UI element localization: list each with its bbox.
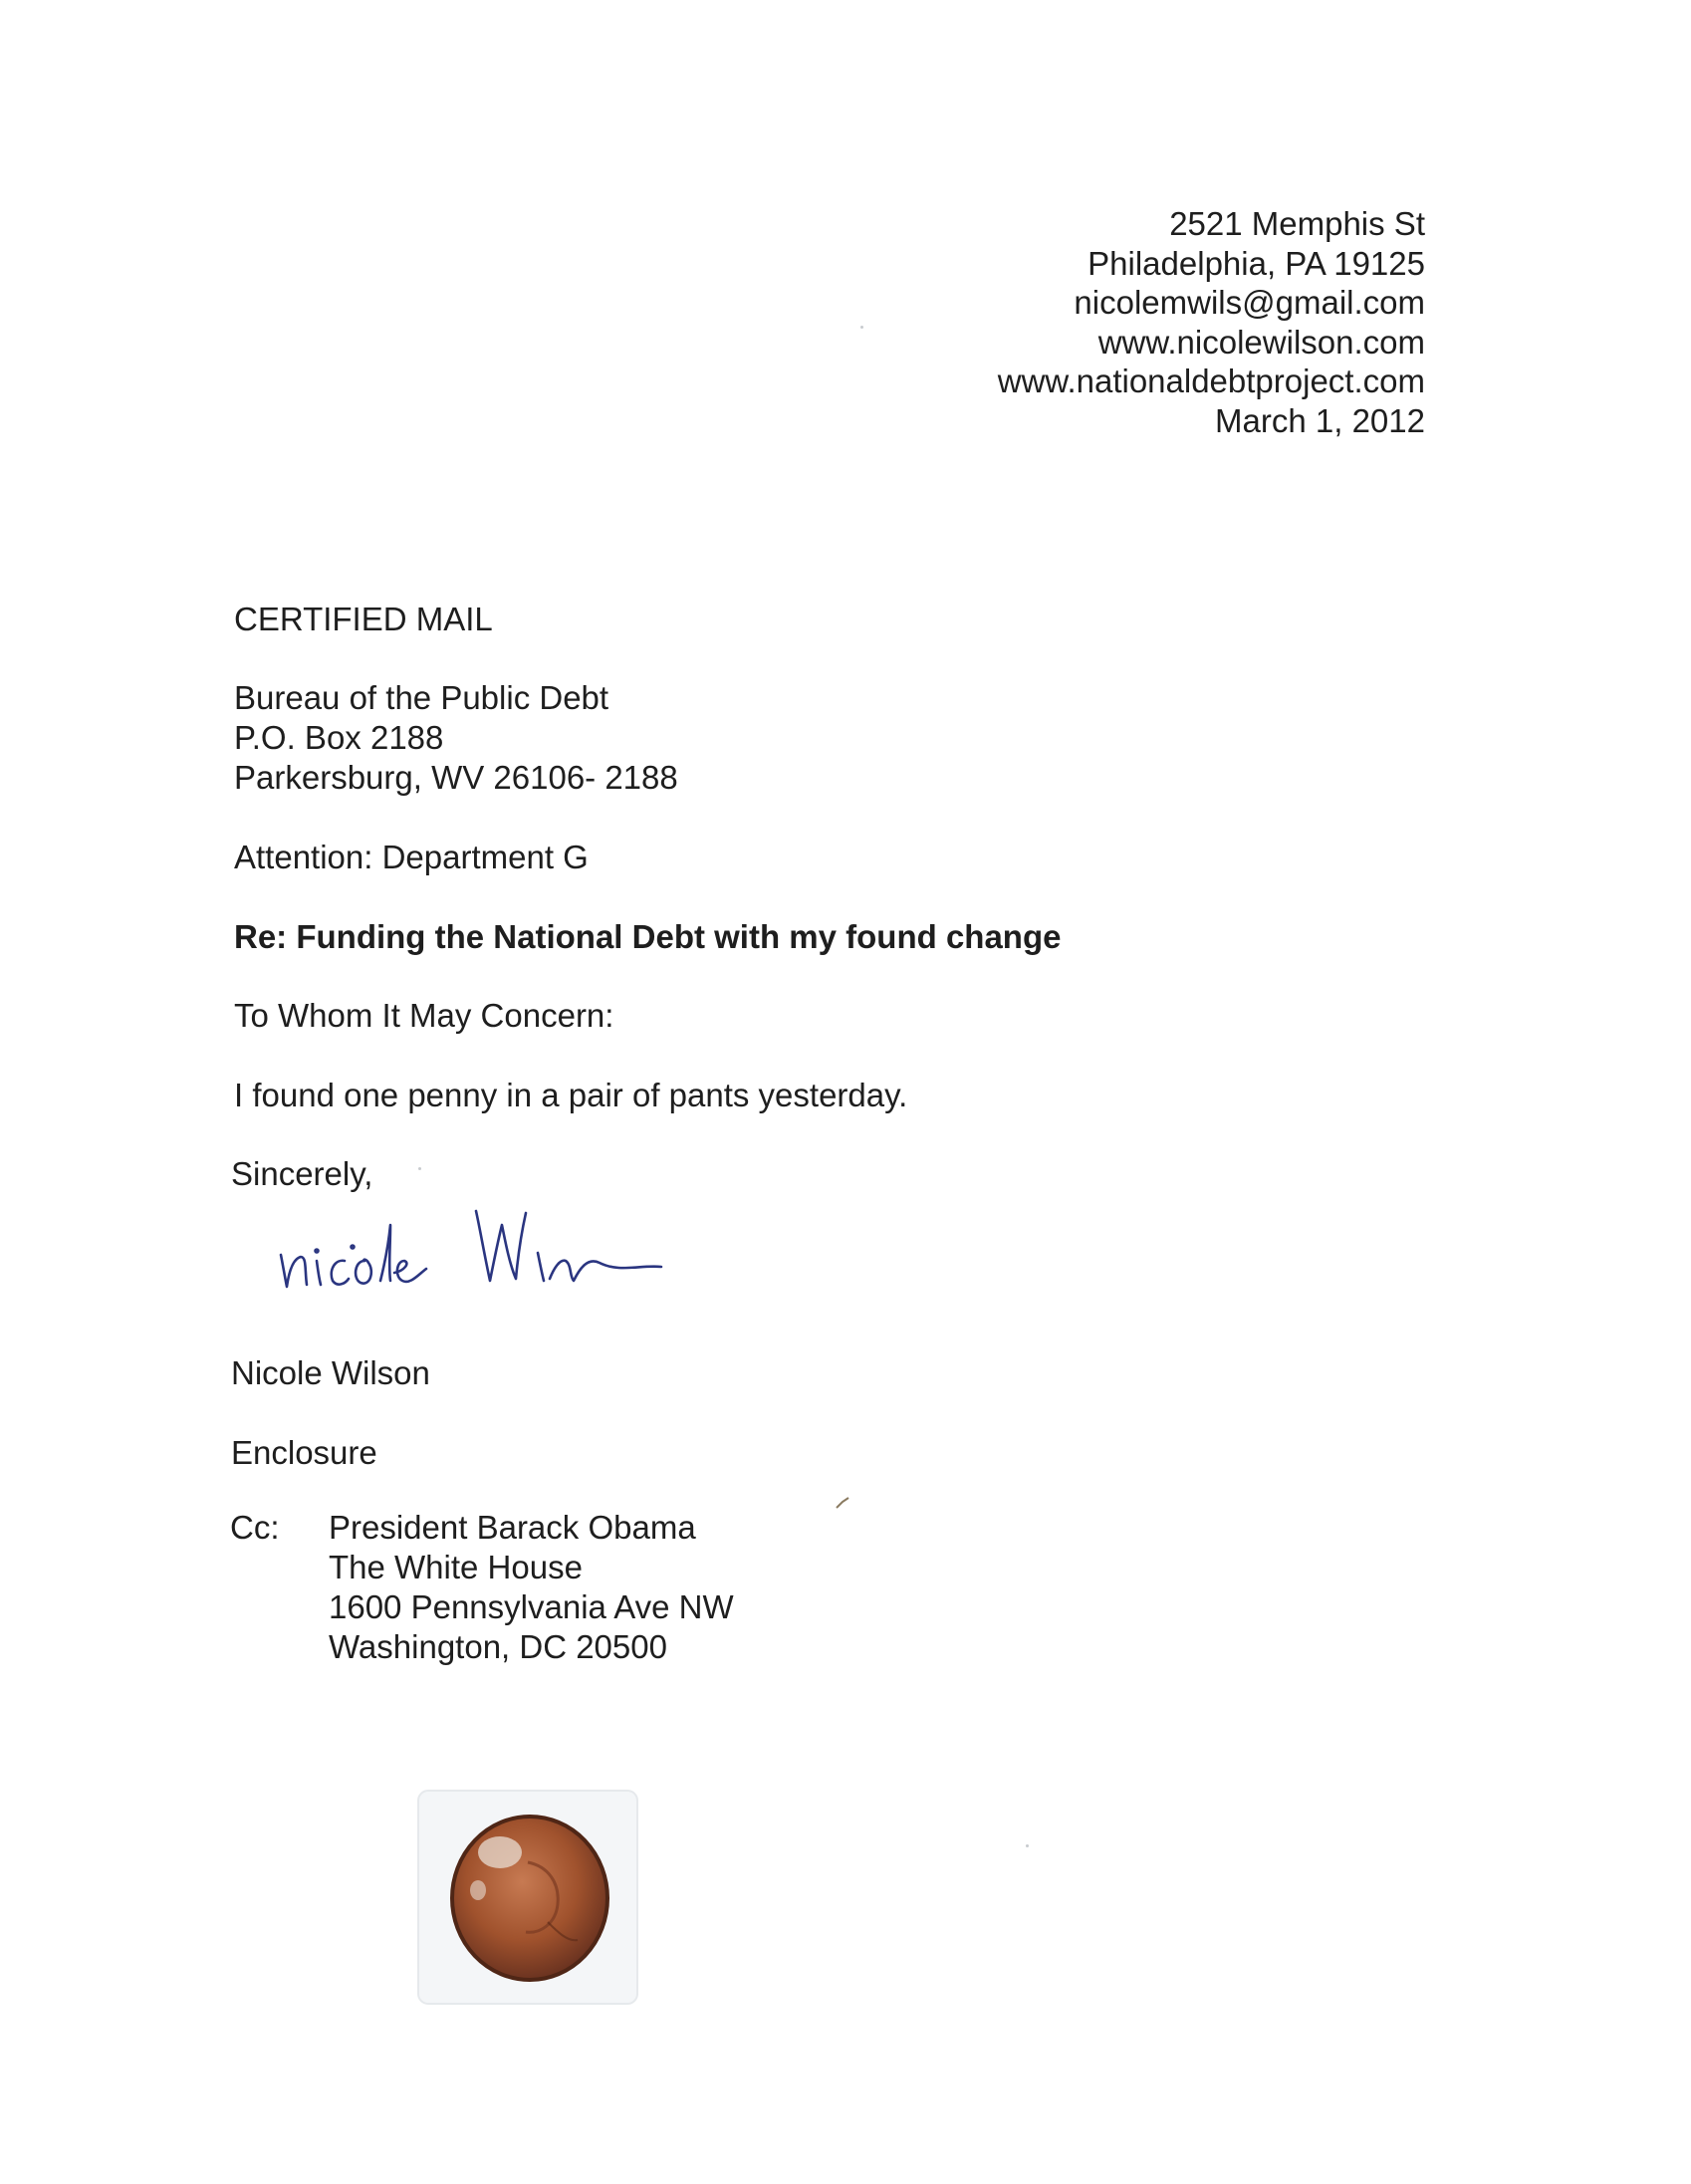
signer-name: Nicole Wilson xyxy=(231,1354,430,1391)
cc-label: Cc: xyxy=(230,1509,280,1546)
letter-body: I found one penny in a pair of pants yesterday. xyxy=(234,1077,908,1113)
cc-line-2: The White House xyxy=(329,1549,583,1585)
enclosure-note: Enclosure xyxy=(231,1434,377,1471)
scan-speck xyxy=(1026,1844,1029,1847)
subject-line: Re: Funding the National Debt with my found change xyxy=(234,918,1062,955)
salutation: To Whom It May Concern: xyxy=(234,997,614,1034)
attention-line: Attention: Department G xyxy=(234,839,589,875)
sender-address-block xyxy=(998,204,1425,440)
sender-website-personal: www.nicolewilson.com xyxy=(1097,323,1425,361)
cc-name: President Barack Obama xyxy=(329,1509,696,1546)
scan-speck xyxy=(860,326,863,329)
sender-street: 2521 Memphis St xyxy=(1169,205,1425,242)
handwritten-signature-icon xyxy=(271,1195,669,1305)
recipient-name: Bureau of the Public Debt xyxy=(234,679,609,716)
recipient-po-box: P.O. Box 2188 xyxy=(234,719,444,756)
scan-speck xyxy=(418,1167,421,1170)
cc-line-3: 1600 Pennsylvania Ave NW xyxy=(329,1588,734,1625)
penny-coin-icon xyxy=(408,1783,647,2012)
closing: Sincerely, xyxy=(231,1155,373,1192)
sender-website-project: www.nationaldebtproject.com xyxy=(997,363,1425,399)
sender-email: nicolemwils@gmail.com xyxy=(1074,284,1425,321)
scan-mark xyxy=(835,1496,852,1510)
recipient-address-block xyxy=(234,678,678,798)
cc-line-4: Washington, DC 20500 xyxy=(329,1628,667,1665)
sender-city-state-zip: Philadelphia, PA 19125 xyxy=(1087,244,1425,282)
letter-date: March 1, 2012 xyxy=(1215,401,1425,439)
delivery-method: CERTIFIED MAIL xyxy=(234,601,493,637)
recipient-city-state-zip: Parkersburg, WV 26106- 2188 xyxy=(234,759,678,796)
cc-address xyxy=(329,1508,734,1667)
